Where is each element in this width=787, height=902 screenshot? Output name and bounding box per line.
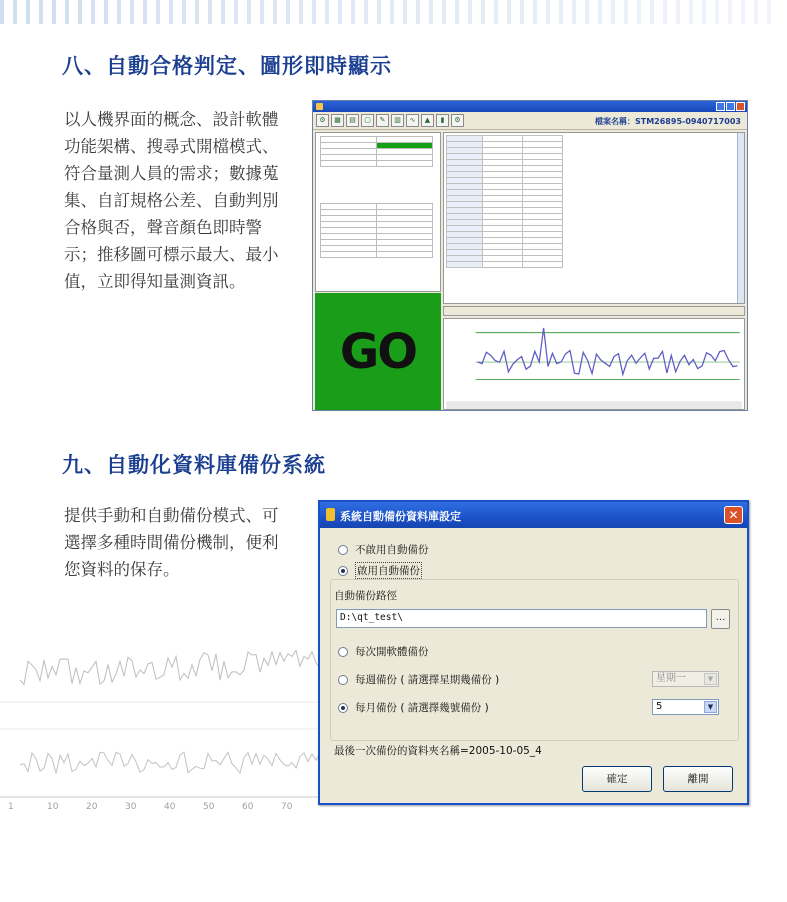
decorative-stripe <box>104 0 108 24</box>
bg-tick-label: 70 <box>281 802 293 812</box>
decorative-stripe <box>312 0 316 24</box>
go-indicator <box>315 293 441 410</box>
decorative-stripe <box>130 0 134 24</box>
decorative-stripe <box>481 0 485 24</box>
decorative-stripe <box>260 0 264 24</box>
top-decorative-band <box>0 0 787 30</box>
decorative-stripe <box>767 0 771 24</box>
decorative-stripe <box>546 0 550 24</box>
radio-label: 不啟用自動備份 <box>355 544 429 556</box>
grid-cell <box>377 252 433 258</box>
spec-table-bottom <box>320 203 433 258</box>
weekday-select[interactable] <box>652 671 719 687</box>
decorative-stripe <box>0 0 4 24</box>
bg-tick-label: 1 <box>8 802 14 812</box>
backup-options-group <box>330 579 739 741</box>
radio-icon[interactable] <box>338 675 348 685</box>
decorative-stripe <box>26 0 30 24</box>
trend-series-line <box>478 328 738 374</box>
decorative-stripe <box>325 0 329 24</box>
background-trend-chart <box>0 645 330 815</box>
measurement-table <box>443 132 745 304</box>
decorative-stripe <box>65 0 69 24</box>
radio-label: 每次開軟體備份 <box>355 646 429 658</box>
decorative-stripe <box>663 0 667 24</box>
spec-info-panel <box>315 132 441 292</box>
measurement-grid <box>446 135 563 268</box>
bg-tick-label: 60 <box>242 802 254 812</box>
browse-button[interactable]: ... <box>711 609 730 629</box>
window-buttons <box>716 102 745 111</box>
radio-disable-auto-backup[interactable] <box>338 542 429 557</box>
chart-scrollbar <box>446 401 741 409</box>
decorative-stripe <box>637 0 641 24</box>
toolbar-icon: ▲ <box>421 114 434 127</box>
decorative-stripe <box>351 0 355 24</box>
dialog-titlebar <box>320 502 747 528</box>
decorative-stripe <box>676 0 680 24</box>
bg-tick-label: 50 <box>203 802 215 812</box>
chart-caption-bar <box>443 306 745 316</box>
close-button[interactable]: ✕ <box>724 506 743 524</box>
decorative-stripe <box>234 0 238 24</box>
decorative-stripe <box>403 0 407 24</box>
radio-label: 啟用自動備份 <box>355 562 422 579</box>
decorative-stripe <box>182 0 186 24</box>
decorative-stripe <box>689 0 693 24</box>
decorative-stripe <box>598 0 602 24</box>
decorative-stripe <box>143 0 147 24</box>
app-icon <box>316 103 323 110</box>
section-9-heading: 九、自動化資料庫備份系統 <box>62 453 326 477</box>
bg-tick-label: 30 <box>125 802 137 812</box>
radio-backup-weekly[interactable] <box>338 672 499 687</box>
radio-backup-each-launch[interactable] <box>338 644 429 659</box>
decorative-stripe <box>286 0 290 24</box>
decorative-stripe <box>221 0 225 24</box>
decorative-stripe <box>611 0 615 24</box>
ok-button[interactable]: 確定 <box>582 766 652 792</box>
decorative-stripe <box>78 0 82 24</box>
decorative-stripe <box>715 0 719 24</box>
section-9-body: 提供手動和自動備份模式、可選擇多種時間備份機制，便利您資料的保存。 <box>64 506 279 579</box>
screenshot-titlebar <box>313 101 747 112</box>
grid-cell <box>523 262 563 268</box>
bg-tick-label: 20 <box>86 802 98 812</box>
table-scrollbar <box>737 133 744 303</box>
decorative-stripe <box>741 0 745 24</box>
bg-tick-labels <box>8 802 293 812</box>
app-icon <box>326 508 335 521</box>
bg-series-bottom <box>20 752 330 773</box>
decorative-stripe <box>390 0 394 24</box>
toolbar-icon: ▢ <box>361 114 374 127</box>
radio-backup-monthly[interactable] <box>338 700 489 715</box>
toolbar-icon: ▦ <box>331 114 344 127</box>
decorative-stripe <box>52 0 56 24</box>
auto-backup-settings-dialog <box>318 500 749 805</box>
file-name-label: 檔案名稱：STM26895-0940717003 <box>595 117 741 126</box>
toolbar-icon: ▮ <box>436 114 449 127</box>
radio-icon[interactable] <box>338 545 348 555</box>
grid-cell <box>321 252 377 258</box>
decorative-stripe <box>728 0 732 24</box>
radio-icon[interactable] <box>338 703 348 713</box>
decorative-stripe <box>468 0 472 24</box>
backup-path-input[interactable]: D:\qt_test\ <box>336 609 707 628</box>
decorative-stripe <box>520 0 524 24</box>
toolbar-icon: ⚙ <box>316 114 329 127</box>
toolbar-icon: ⚙ <box>451 114 464 127</box>
decorative-stripe <box>364 0 368 24</box>
decorative-stripe <box>494 0 498 24</box>
radio-icon[interactable] <box>338 647 348 657</box>
decorative-stripe <box>416 0 420 24</box>
decorative-stripe <box>13 0 17 24</box>
decorative-stripe <box>702 0 706 24</box>
decorative-stripe <box>169 0 173 24</box>
exit-button[interactable]: 離開 <box>663 766 733 792</box>
screenshot-toolbar <box>313 112 747 130</box>
decorative-stripe <box>208 0 212 24</box>
decorative-stripe <box>429 0 433 24</box>
decorative-stripe <box>299 0 303 24</box>
radio-label: 每月備份 ( 請選擇幾號備份 ) <box>355 702 489 714</box>
decorative-stripe <box>624 0 628 24</box>
weekday-select-value: 星期一 <box>656 673 686 684</box>
backup-path-label: 自動備份路徑 <box>334 590 397 602</box>
radio-label: 每週備份 ( 請選擇星期幾備份 ) <box>355 674 500 686</box>
bg-series-top <box>20 650 330 684</box>
spec-table-top <box>320 136 433 167</box>
grid-cell <box>483 262 523 268</box>
toolbar-icon: ▥ <box>391 114 404 127</box>
decorative-stripe <box>338 0 342 24</box>
decorative-stripe <box>572 0 576 24</box>
decorative-stripe <box>117 0 121 24</box>
section-8-body: 以人機界面的概念、設計軟體功能架構、搜尋式開檔模式、符合量測人員的需求；數據蒐集、自訂規格公差、自動判別合格與否，聲音顏色即時警示；推移圖可標示最大、最小值，立即得知量測資訊。 <box>64 110 279 291</box>
decorative-stripe <box>507 0 511 24</box>
chevron-down-icon[interactable]: ▼ <box>704 701 717 713</box>
decorative-stripe <box>377 0 381 24</box>
inspection-software-screenshot <box>312 100 748 411</box>
decorative-stripe <box>91 0 95 24</box>
toolbar-icon: ✎ <box>376 114 389 127</box>
decorative-stripe <box>533 0 537 24</box>
day-select[interactable] <box>652 699 719 715</box>
day-select-value: 5 <box>656 701 663 712</box>
grid-cell <box>447 262 483 268</box>
decorative-stripe <box>754 0 758 24</box>
decorative-stripe <box>585 0 589 24</box>
dialog-title: 系統自動備份資料庫設定 <box>340 510 461 523</box>
decorative-stripe <box>39 0 43 24</box>
section-8-heading: 八、自動合格判定、圖形即時顯示 <box>62 54 392 78</box>
radio-enable-auto-backup[interactable] <box>338 562 422 579</box>
trend-chart <box>443 318 745 410</box>
chevron-down-icon[interactable]: ▼ <box>704 673 717 685</box>
decorative-stripe <box>156 0 160 24</box>
toolbar-icon: ▤ <box>346 114 359 127</box>
grid-cell <box>377 161 433 167</box>
go-text: GO <box>339 323 417 380</box>
decorative-stripe <box>442 0 446 24</box>
radio-icon[interactable] <box>338 566 348 576</box>
toolbar-icon: ∿ <box>406 114 419 127</box>
decorative-stripe <box>559 0 563 24</box>
decorative-stripe <box>455 0 459 24</box>
bg-tick-label: 40 <box>164 802 176 812</box>
bg-tick-label: 10 <box>47 802 59 812</box>
grid-cell <box>321 161 377 167</box>
decorative-stripe <box>195 0 199 24</box>
decorative-stripe <box>650 0 654 24</box>
last-backup-folder-text: 最後一次備份的資料夾名稱=2005-10-05_4 <box>334 745 542 757</box>
decorative-stripe <box>273 0 277 24</box>
decorative-stripe <box>247 0 251 24</box>
